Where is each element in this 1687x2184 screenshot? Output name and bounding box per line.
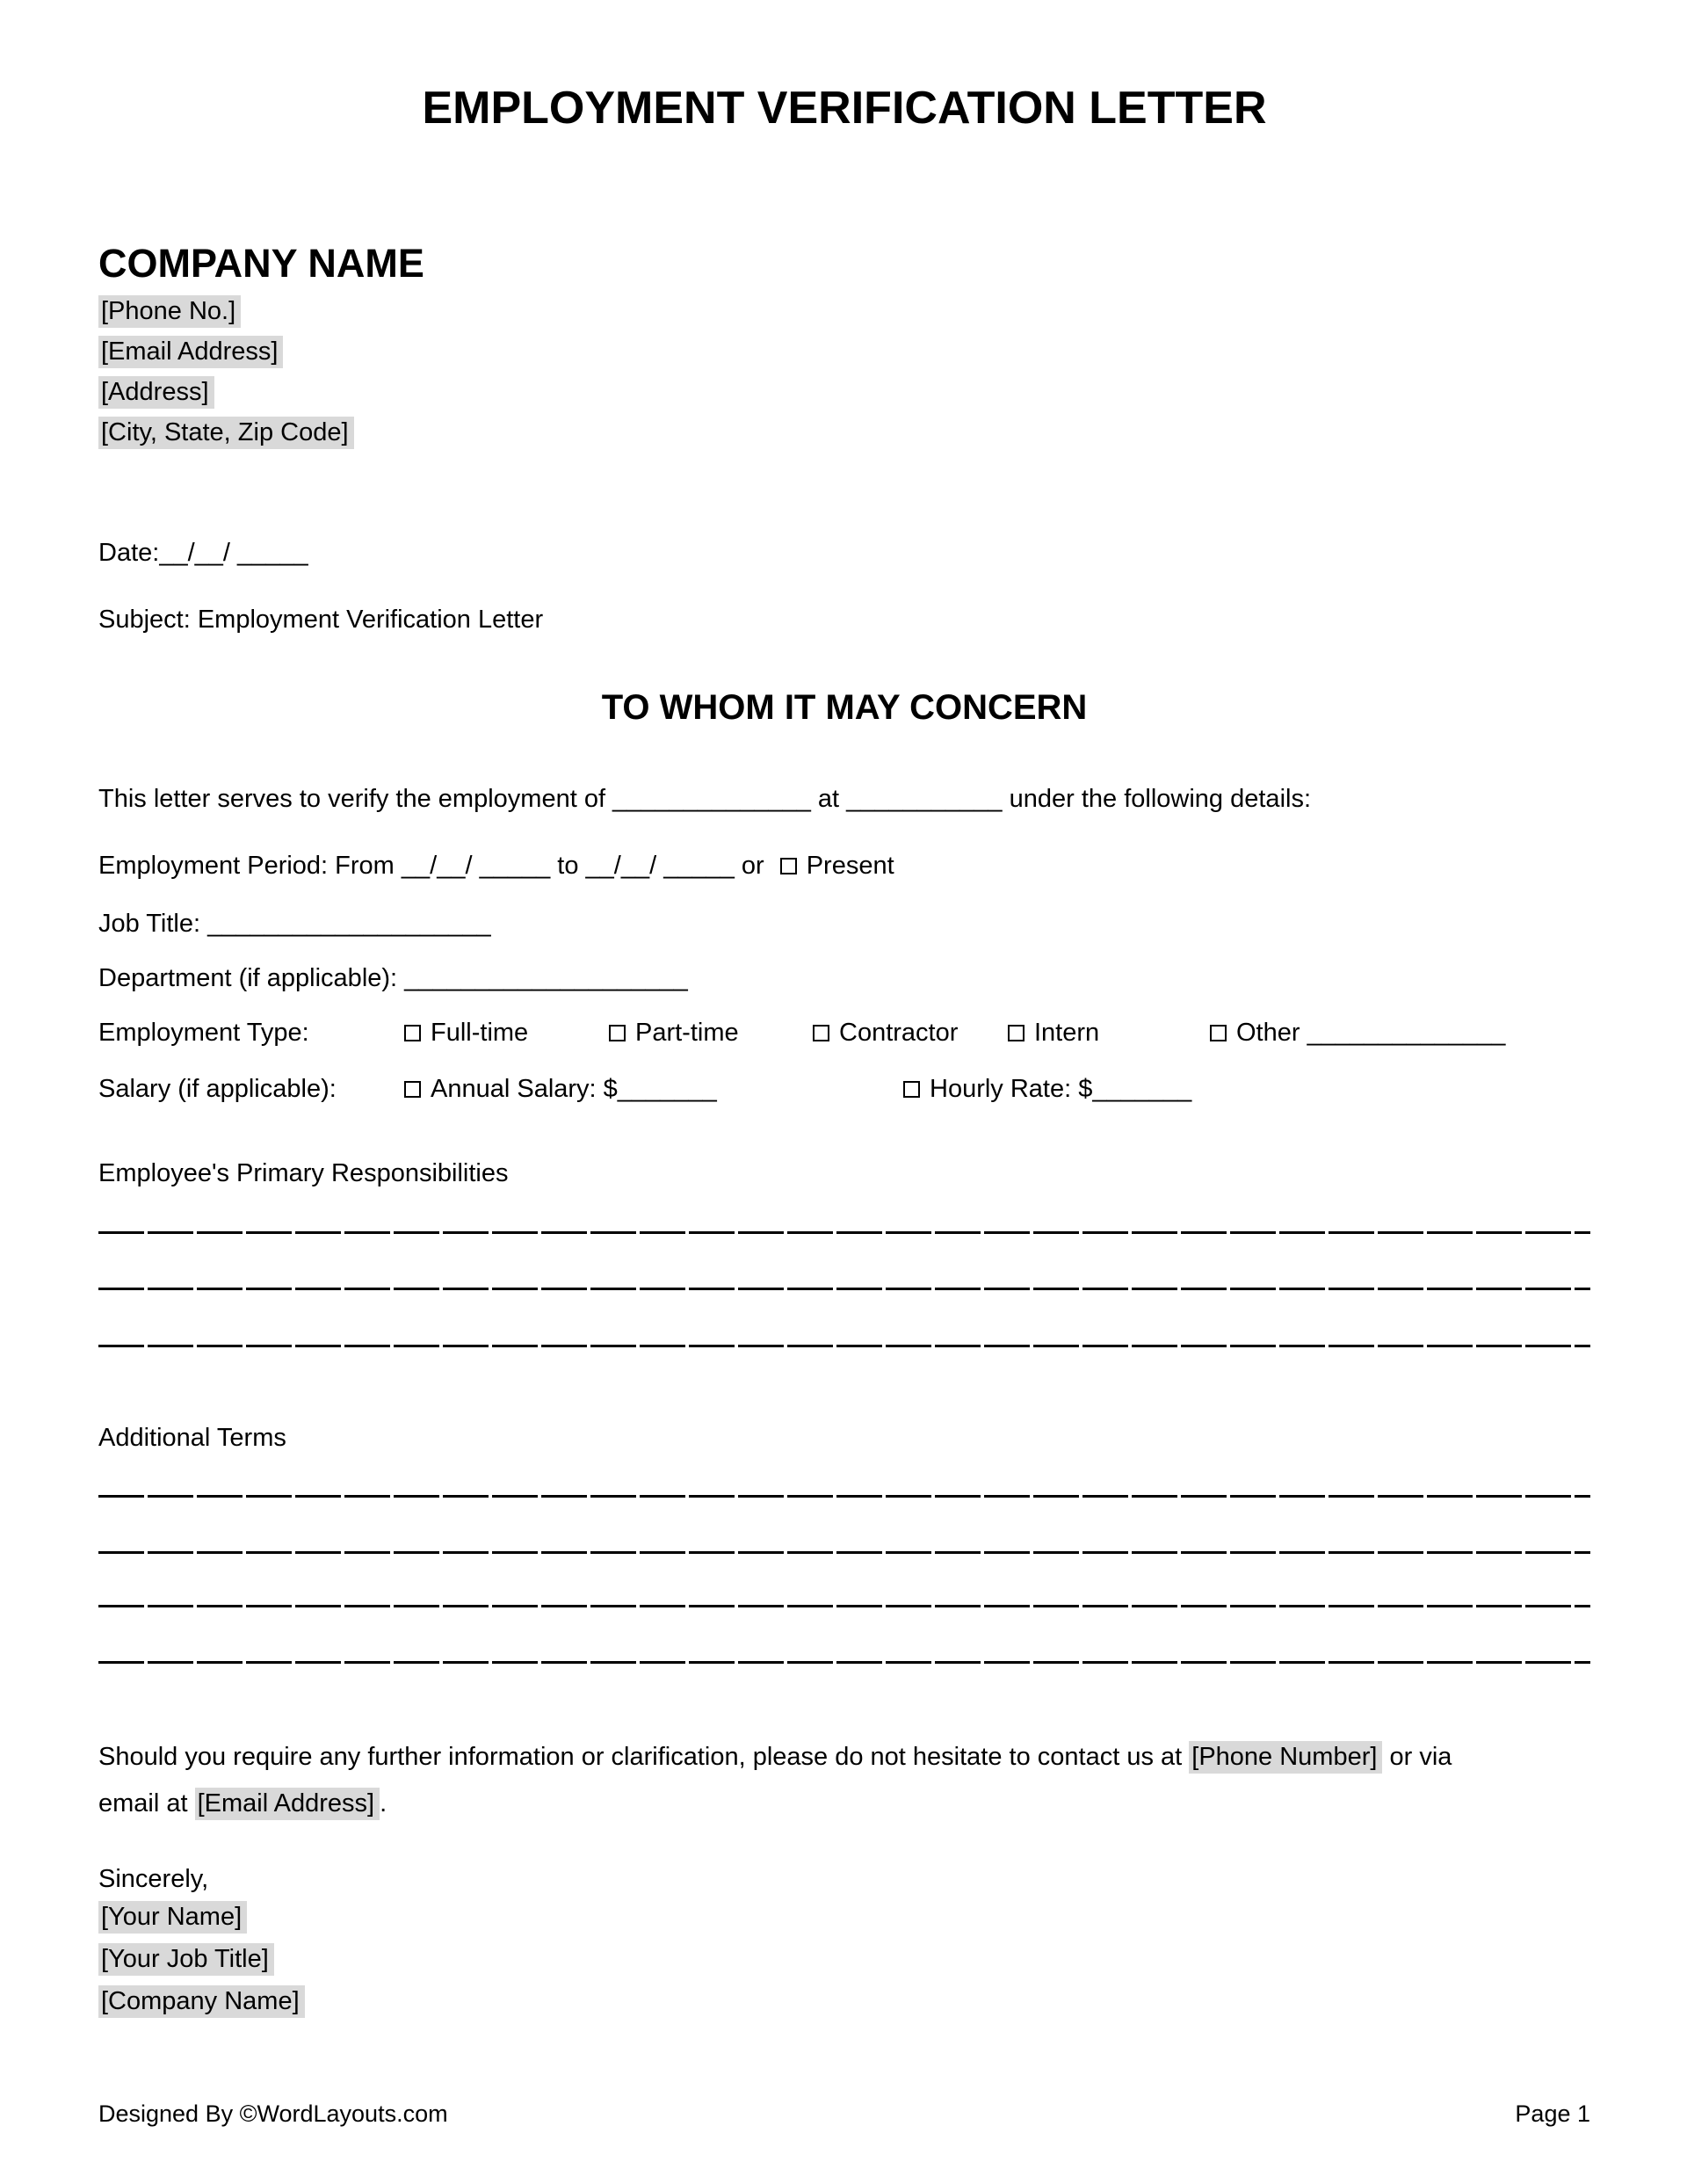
option-other	[1210, 1016, 1505, 1049]
blank-line	[98, 1345, 1590, 1347]
other-checkbox-icon	[1210, 1025, 1227, 1041]
subject-line: Subject: Employment Verification Letter	[98, 606, 544, 634]
department-line: Department (if applicable): ____________________	[98, 964, 688, 992]
company-name-placeholder: [Company Name]	[98, 1985, 305, 2018]
company-email-line	[98, 334, 1590, 369]
company-phone-line	[98, 294, 1590, 329]
employment-type-row	[98, 1016, 1590, 1051]
job-title-line: Job Title: ____________________	[98, 910, 491, 938]
city-state-zip-placeholder: [City, State, Zip Code]	[98, 417, 354, 449]
document-title: EMPLOYMENT VERIFICATION LETTER	[422, 83, 1267, 134]
blank-line	[98, 1661, 1590, 1664]
signature-job-title-line	[98, 1941, 1590, 1977]
contractor-checkbox-icon	[813, 1025, 829, 1041]
footer-credit: Designed By ©WordLayouts.com	[98, 2101, 448, 2127]
present-checkbox-icon	[780, 858, 797, 874]
part-time-label: Part-time	[635, 1019, 739, 1047]
footer-page-number: Page 1	[1515, 2101, 1590, 2127]
closing-text-3: email at	[98, 1789, 195, 1818]
blank-line	[98, 1231, 1590, 1234]
phone-placeholder: [Phone No.]	[98, 295, 241, 328]
intro-sentence: This letter serves to verify the employment of ______________ at ___________ under the following details:	[98, 785, 1312, 813]
full-time-checkbox-icon	[404, 1025, 421, 1041]
employment-period-line	[98, 849, 1590, 882]
blank-line	[98, 1551, 1590, 1554]
blank-line	[98, 1495, 1590, 1498]
company-name-heading: COMPANY NAME	[98, 241, 424, 286]
signature-name-line	[98, 1899, 1590, 1934]
contractor-label: Contractor	[839, 1019, 959, 1047]
option-part-time	[609, 1016, 739, 1049]
annual-salary-checkbox-icon	[404, 1081, 421, 1098]
employment-period-text: Employment Period: From __/__/ _____ to __/__/ _____ or	[98, 852, 764, 880]
option-hourly-rate	[903, 1072, 1191, 1106]
hourly-rate-label: Hourly Rate: $_______	[930, 1075, 1192, 1103]
salutation-heading: TO WHOM IT MAY CONCERN	[601, 688, 1088, 727]
option-full-time	[404, 1016, 528, 1049]
option-contractor	[813, 1016, 958, 1049]
your-name-placeholder: [Your Name]	[98, 1901, 247, 1934]
intern-checkbox-icon	[1008, 1025, 1025, 1041]
employment-type-label: Employment Type:	[98, 1019, 309, 1047]
other-label: Other ______________	[1236, 1019, 1506, 1047]
email-placeholder: [Email Address]	[98, 336, 283, 368]
option-intern	[1008, 1016, 1099, 1049]
full-time-label: Full-time	[431, 1019, 529, 1047]
intern-label: Intern	[1034, 1019, 1100, 1047]
salary-row	[98, 1072, 1590, 1107]
date-line: Date:__/__/ _____	[98, 539, 308, 567]
present-label: Present	[806, 852, 894, 880]
closing-paragraph	[98, 1734, 1590, 1827]
page-footer	[98, 2099, 1590, 2129]
part-time-checkbox-icon	[609, 1025, 626, 1041]
option-annual-salary	[404, 1072, 717, 1106]
closing-text-1: Should you require any further information or clarification, please do not hesitate to contact us at	[98, 1743, 1190, 1771]
email-address-placeholder: [Email Address]	[195, 1788, 380, 1820]
additional-terms-heading: Additional Terms	[98, 1424, 286, 1452]
your-job-title-placeholder: [Your Job Title]	[98, 1943, 274, 1976]
blank-line	[98, 1288, 1590, 1290]
hourly-rate-checkbox-icon	[903, 1081, 920, 1098]
closing-text-4: .	[380, 1789, 387, 1818]
annual-salary-label: Annual Salary: $_______	[431, 1075, 717, 1103]
responsibilities-heading: Employee's Primary Responsibilities	[98, 1159, 509, 1187]
phone-number-placeholder: [Phone Number]	[1189, 1741, 1382, 1774]
company-city-line	[98, 415, 1590, 450]
address-placeholder: [Address]	[98, 376, 214, 409]
salary-label: Salary (if applicable):	[98, 1075, 337, 1103]
company-address-line	[98, 374, 1590, 410]
sincerely-line: Sincerely,	[98, 1865, 209, 1893]
closing-text-2: or via	[1382, 1743, 1452, 1771]
signature-company-line	[98, 1984, 1590, 2019]
blank-line	[98, 1605, 1590, 1607]
